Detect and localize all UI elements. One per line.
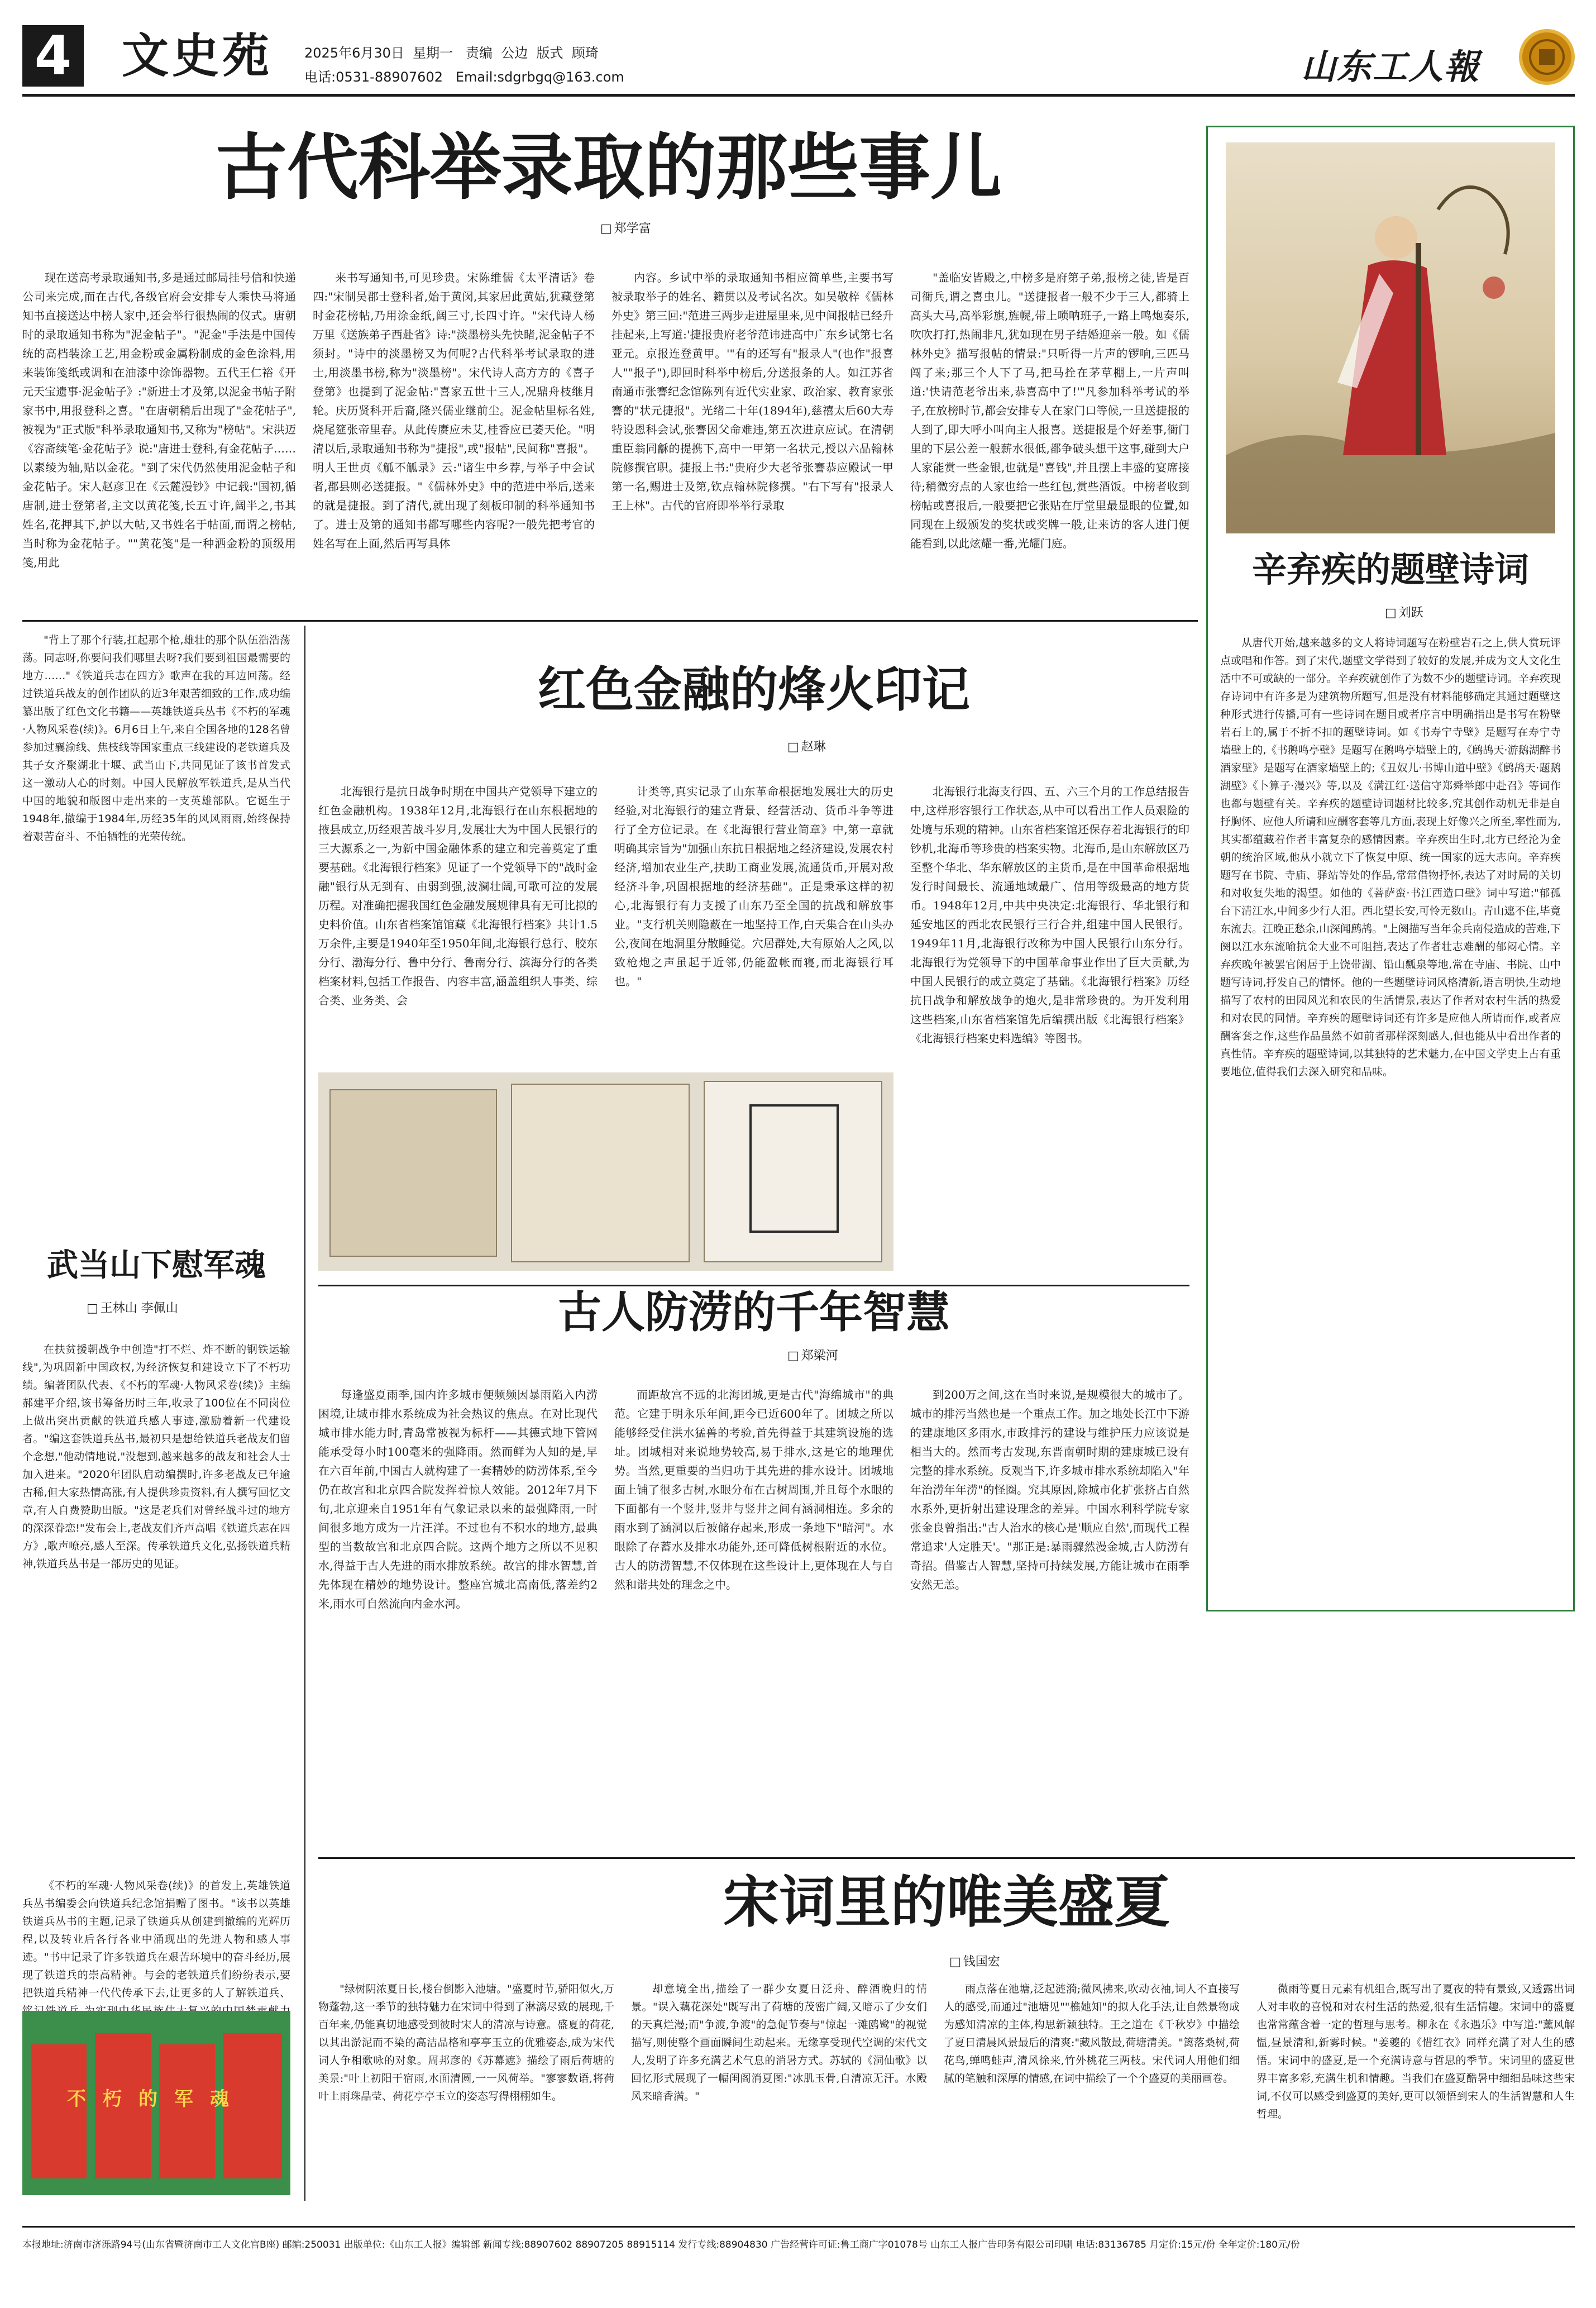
book-photo-label: 不朽的军魂 <box>67 2088 246 2110</box>
footer-rule <box>22 2226 1575 2228</box>
archive-page-left <box>329 1089 497 1257</box>
byline-keju: □ 郑学富 <box>600 219 651 236</box>
headline-keju: 古代科举录取的那些事儿 <box>215 126 1002 209</box>
section-title: 文史苑 <box>122 28 273 83</box>
masthead-rule <box>22 94 1575 97</box>
paper-name-logo: 山东工人報 <box>1301 46 1480 87</box>
byline-junhun: □ 王林山 李佩山 <box>87 1299 178 1316</box>
book-photo-cover-3 <box>159 2044 215 2178</box>
archive-title-block <box>749 1104 839 1233</box>
byline-songci: □ 钱国宏 <box>949 1952 1000 1970</box>
masthead <box>0 0 1596 98</box>
byline-fanglao: □ 郑梁河 <box>787 1346 838 1363</box>
headline-junhun: 武当山下慰军魂 <box>47 1247 266 1284</box>
jinrong-column-3: 北海银行北海支行四、五、六三个月的工作总结报告中,这样形容银行工作状态,从中可以看出工作人员艰险的处境与乐观的精神。山东省档案馆还保存着北海银行的印钞机,北海币等珍贵的档案实物。北海币,是山东解放区乃至整个华北、华东解放区的主货币,是在中国革命根据地发行时间最长、流通地域最广、信用等级最高的地方货币。1948年12月,中共中央决定:北海银行、华北银行和延安地区的西北农民银行三行合并,组建中国人民银行。1949年11月,北海银行改称为中国人民银行山东分行。北海银行为党领导下的中国革命事业作出了巨大贡献,为中国人民银行的成立奠定了基础。《北海银行档案》历经抗日战争和解放战争的炮火,是非常珍贵的。为开发利用这些档案,山东省档案馆先后编撰出版《北海银行档案》《北海银行档案史料选编》等图书。 <box>910 785 1189 1045</box>
book-photo-cover-1 <box>31 2044 87 2178</box>
keju-column-3: 内容。乡试中举的录取通知书相应简单些,主要书写被录取举子的姓名、籍贯以及考试名次。如吴敬梓《儒林外史》第三回:"范进三两步走进屋里来,见中间报帖已经升挂起来,上写道:'捷报贵府老爷范讳进高中广东乡试第七名亚元。京报连登黄甲。'"有的还写有"报录人"(也作"报喜人""报子"),即回时科举中榜后,分送报条的人。如江苏省南通市张謇纪念馆陈列有近代实业家、政治家、教育家张謇的"状元捷报"。光绪二十年(1894年),慈禧太后60大寿特设恩科会试,张謇因父命难违,第五次进京应试。在清朝重臣翁同龢的提携下,高中一甲第一名状元,授以六品翰林院修撰官职。捷报上书:"贵府少大老爷张謇恭应殿试一甲第一名,赐进士及第,钦点翰林院修撰。"右下写有"报录人王上林"。古代的官府即举举行录取 <box>611 271 893 512</box>
footer-imprint: 本报地址:济南市济泺路94号(山东省暨济南市工人文化宫B座) 邮编:250031 出版单位:《山东工人报》编辑部 新闻专线:88907602 88907205 88915114 发行专线:88904830 广告经营许可证:鲁工商广字01078号 山东工人报广告印务有限公司印刷 电话:83136785 月定价:15元/份 全年定价:180元/份 <box>22 2239 1300 2250</box>
headline-fanglao: 古人防涝的千年智慧 <box>557 1287 950 1338</box>
fanglao-column-1: 每逢盛夏雨季,国内许多城市便频频因暴雨陷入内涝困境,让城市排水系统成为社会热议的焦点。在对比现代城市排水能力时,青岛常被视为标杆——其德式地下管网能承受每小时100毫米的强降雨。然而鲜为人知的是,早在六百年前,中国古人就构建了一套精妙的防涝体系,至今仍在故宫和北京四合院发挥着惊人效能。2012年7月下旬,北京迎来自1951年有气象记录以来的最强降雨,一时间很多地方成为一片汪洋。不过也有不积水的地方,最典型的当数故宫和北京四合院。这两个地方之所以不见积水,得益于古人先进的雨水排放系统。故宫的排水智慧,首先体现在精妙的地势设计。整座宫城北高南低,落差约2米,雨水可自然流向内金水河。 <box>318 1388 598 1610</box>
date-line: 2025年6月30日 星期一 责编 公边 版式 顾琦 <box>304 45 599 61</box>
songci-column-3: 雨点落在池塘,泛起涟漪;微风拂来,吹动衣袖,词人不直接写人的感受,而通过"池塘见""樵她知"的拟人化手法,让自然景物成为感知清凉的主体,构思新颖独特。王之道在《千秋岁》中描绘了夏日清晨风景最后的清爽:"藏风散最,荷塘清美。"篱落桑树,荷花鸟,蝉鸣蛙声,清风徐来,竹外桃花三两枝。宋代词人用他们细腻的笔触和深厚的情感,在词中描绘了一个个盛夏的美丽画卷。 <box>944 1983 1240 2085</box>
archive-page-center <box>511 1084 690 1262</box>
keju-column-2: 来书写通知书,可见珍贵。宋陈维儒《太平清话》卷四:"宋制吴郡士登科者,始于黄闵,其家居此黄姑,犹藏登第时金花榜帖,乃用涂金纸,阔三寸,长四寸许。"宋代诗人杨万里《送族弟子西赴省》诗:"淡墨榜头先快睹,泥金帖子不须封。"诗中的淡墨榜又为何呢?古代科举考试录取的进士,用淡墨书榜,称为"淡墨榜"。宋代诗人高方方的《喜子登第》也提到了泥金帖:"喜家五世十三人,况鼎舟枝继月轮。庆历贤科开后裔,隆兴儒业继前尘。泥金帖里标名姓,烧尾筵张帝里春。从此传赓应未艾,桂香应已萎天伦。"明清以后,录取通知书称为"捷报",或"报帖",民间称"喜报"。明人王世贞《觚不觚录》云:"诸生中乡荐,与举子中会试者,郡县则必送捷报。"《儒林外史》中的范进中举后,送来的就是捷报。到了清代,就出现了刻板印制的科举通知书了。进士及第的通知书都写哪些内容呢?一般先把考官的姓名写在上面,然后再写具体 <box>313 271 595 550</box>
junhun-column-2: 在扶贫援朝战争中创造"打不烂、炸不断的钢铁运输线",为巩固新中国政权,为经济恢复和建设立下了不朽功绩。编著团队代表、《不朽的军魂·人物风采卷(续)》主编郝建平介绍,该书筹备历时三年,收录了100位在不同岗位上做出突出贡献的铁道兵感人事迹,激励着新一代建设者。"编这套铁道兵丛书,最初只是想给铁道兵老战友们留个念想,"他动情地说,"没想到,越来越多的战友和社会人士加入进来。"2020年团队启动编撰时,许多老战友已年逾古稀,但大家热情高涨,有人提供珍贵资料,有人撰写回忆文章,有人自费赞助出版。"这是老兵们对曾经战斗过的地方的深深眷恋!"发布会上,老战友们齐声高唱《铁道兵志在四方》,歌声嘹亮,感人至深。传承铁道兵文化,弘扬铁道兵精神,铁道兵丛书是一部历史的见证。 <box>22 1343 290 1570</box>
book-photo <box>22 2011 290 2195</box>
divider-left-column <box>304 626 305 2201</box>
keju-column-1: 现在送高考录取通知书,多是通过邮局挂号信和快递公司来完成,而在古代,各级官府会安排专人乘快马将通知书直接送达中榜人家中,还会举行很热闹的仪式。唐朝时的录取通知书称为"泥金帖子"。"泥金"手法是中国传统的高档装涂工艺,用金粉或金属粉制成的金色涂料,用来装饰笺纸或调和在油漆中涂饰器物。五代王仁裕《开元天宝遗事·泥金帖子》:"新进士才及第,以泥金书帖子附家书中,用报登科之喜。"在唐朝稍后出现了"金花帖子",被视为"正式版"科举录取通知书,又称为"榜帖"。宋洪迈《容斋续笔·金花帖子》说:"唐进士登科,有金花帖子……以素绫为轴,贴以金花。"到了宋代仍然使用泥金帖子和金花帖子。宋人赵彦卫在《云麓漫钞》中记载:"国初,循唐制,进士登第者,主文以黄花笺,长五寸许,阔半之,书其姓名,花押其下,护以大帖,又书姓名于帖面,而谓之榜帖,当时称为金花帖子。""黄花笺"是一种洒金粉的顶级用笺,用此 <box>22 271 296 569</box>
jinrong-column-2: 计类等,真实记录了山东革命根据地发展壮大的历史经验,对北海银行的建立背景、经营活动、货币斗争等进行了全方位记录。在《北海银行营业简章》中,第一章就明确其宗旨为"加强山东抗日根据地之经济建设,发展农村经济,增加农业生产,扶助工商业发展,流通货币,开展对敌经济斗争,巩固根据地的经济基础"。正是秉承这样的初心,北海银行有力支援了山东乃至全国的抗战和解放事业。"支行机关则隐蔽在一地坚持工作,白天集合在山头办公,夜间在地洞里分散睡觉。穴居群处,大有原始人之风,以致枪炮之声虽起于近邻,仍能盈帐而寝,而北海银行耳也。" <box>614 785 893 988</box>
byline-xinqiji: □ 刘跃 <box>1385 603 1423 621</box>
contact-line: 电话:0531-88907602 Email:sdgrbgq@163.com <box>304 69 624 85</box>
archive-photo <box>318 1072 893 1271</box>
jinrong-column-1: 北海银行是抗日战争时期在中国共产党领导下建立的红色金融机构。1938年12月,北海银行在山东根据地的掖县成立,历经艰苦战斗岁月,发展壮大为中国人民银行的三大源系之一,为新中国金融体系的建立和完善奠定了重要基础。《北海银行档案》见证了一个党领导下的"战时金融"银行从无到有、由弱到强,波澜壮阔,可歌可泣的发展历程。对准确把握我国红色金融发展规律具有无可比拟的史料价值。山东省档案馆馆藏《北海银行档案》共计1.5万余件,主要是1940年至1950年间,北海银行总行、胶东分行、渤海分行、鲁中分行、鲁南分行、滨海分行的各类档案材料,包括工作报告、内容丰富,涵盖组织人事类、综合类、业务类、会 <box>318 785 598 1007</box>
fanglao-column-3: 到200万之间,这在当时来说,是规模很大的城市了。城市的排污当然也是一个重点工作。加之地处长江中下游的建康地区多雨水,市政排污的建设与维护压力应该说是相当大的。然而考古发现,东晋南朝时期的建康城已设有完整的排水系统。反观当下,许多城市排水系统却陷入"年年治涝年年涝"的怪圈。究其原因,除城市化扩张挤占自然水系外,更折射出建设理念的差异。中国水利科学院专家张金良曾指出:"古人治水的核心是'顺应自然',而现代工程常追求'人定胜天'。"那正是:暴雨骤然漫金城,古人防涝有奇招。借鉴古人智慧,坚持可持续发展,方能让城市在雨季安然无恙。 <box>910 1388 1189 1591</box>
songci-column-4: 微雨等夏日元素有机组合,既写出了夏夜的特有景致,又透露出词人对丰收的喜悦和对农村生活的热爱,很有生活情趣。宋词中的盛夏也常常蕴含着一定的哲理与思考。柳永在《永遇乐》中写道:"薰风解愠,昼景清和,新雾时候。"姜夔的《惜红衣》同样充满了对人生的感悟。宋词中的盛夏,是一个充满诗意与哲思的季节。宋词里的盛夏世界丰富多彩,充满生机和情趣。当我们在盛夏酷暑中细细品味这些宋词,不仅可以感受到盛夏的美好,更可以领悟到宋人的生活智慧和人生哲理。 <box>1256 1983 1575 2120</box>
xinqiji-painting <box>1226 142 1555 533</box>
archive-page-right <box>704 1081 882 1262</box>
fanglao-column-2: 而距故宫不远的北海团城,更是古代"海绵城市"的典范。它建于明永乐年间,距今已近600年了。团城之所以能够经受住洪水猛兽的考验,首先得益于其建筑设施的选址。团城相对来说地势较高,易于排水,这是它的地理优势。当然,更重要的当归功于其先进的排水设计。团城地面上铺了很多古树,水眼分布在古树周围,并且每个水眼的下面都有一个竖井,竖井与竖井之间有涵洞相连。多余的雨水到了涵洞以后被储存起来,形成一条地下"暗河"。水眼除了存蓄水及排水功能外,还可降低树根附近的水位。古人的防涝智慧,不仅体现在这些设计上,更体现在人与自然和谐共处的理念之中。 <box>614 1388 893 1591</box>
junhun-lead: "背上了那个行装,扛起那个枪,雄壮的那个队伍浩浩荡荡。同志呀,你要问我们哪里去呀?我们要到祖国最需要的地方……"《铁道兵志在四方》歌声在我的耳边回荡。经过铁道兵战友的创作团队的近3年艰苦细致的工作,成功编纂出版了红色文化书籍——英雄铁道兵丛书《不朽的军魂·人物风采卷(续)》。6月6日上午,来自全国各地的128名曾参加过襄渝线、焦枝线等国家重点三线建设的老铁道兵及其子女齐聚湖北十堰、武当山下,共同见证了该书首发式这一激动人心的时刻。中国人民解放军铁道兵,是从当代中国的地貌和版图中走出来的一支英雄部队。它诞生于1948年,撤编于1984年,历经35年的风风雨雨,始终保持着艰苦奋斗、不怕牺牲的光荣传统。 <box>22 634 290 843</box>
divider-under-keju <box>22 620 1198 622</box>
songci-column-2: 却意境全出,描绘了一群少女夏日泛舟、醉酒晚归的情景。"误入藕花深处"既写出了荷塘的茂密广阔,又暗示了少女们的天真烂漫;而"争渡,争渡"的急促节奏与"惊起一滩鸥鹭"的视觉描写,则使整个画面瞬间生动起来。无缘享受现代空调的宋代文人,发明了许多充满艺术气息的消暑方式。苏轼的《洞仙歌》以回忆形式展现了一幅闺阁消夏图:"冰肌玉骨,自清凉无汗。水殿风来暗香满。" <box>631 1983 927 2102</box>
headline-songci: 宋词里的唯美盛夏 <box>723 1869 1170 1935</box>
songci-column-1: "绿树阴浓夏日长,楼台倒影入池塘。"盛夏时节,骄阳似火,万物蓬勃,这一季节的独特魅力在宋词中得到了淋漓尽致的展现,千百年来,仍能真切地感受到彼时宋人的清凉与诗意。盛夏的荷花,以其出淤泥而不染的高洁品格和亭亭玉立的优雅姿态,成为宋代词人争相歌咏的对象。周邦彦的《苏幕遮》描绘了雨后荷塘的美景:"叶上初阳干宿雨,水面清圆,一一风荷举。"寥寥数语,将荷叶上雨珠晶莹、荷花亭亭玉立的姿态写得栩栩如生。 <box>318 1983 614 2102</box>
xinqiji-body: 从唐代开始,越来越多的文人将诗词题写在粉壁岩石之上,供人赏玩评点或唱和作答。到了宋代,题壁文学得到了较好的发展,并成为文人文化生活中不可或缺的一部分。辛弃疾就创作了为数不少的题壁诗词。辛弃疾现存诗词中有许多是为建筑物所题写,但是没有材料能够确定其通过题壁这种形式进行传播,可有一些诗词在题目或者序言中明确指出是书写在粉壁岩石上的,属于不折不扣的题壁诗词。如《书寿宁寺壁》是题写在寿宁寺墙壁上的,《书鹅鸣亭壁》是题写在鹅鸣亭墙壁上的,《鹧鸪天·游鹅湖醉书酒家壁》是题写在酒家墙壁上的;《丑奴儿·书博山道中壁》《鹧鸪天·题鹅湖壁》《卜算子·漫兴》等,以及《满江红·送信守郑舜举郎中赴召》等词作也都与题壁有关。辛弃疾的题壁诗词题材比较多,究其创作动机无非是自抒胸怀、应他人所请和应酬客套等几方面,表现上好像兴之所至,率性而为,其实都蕴藏着作者丰富复杂的感情因素。辛弃疾出生时,北方已经沦为金朝的统治区域,他从小就立下了恢复中原、统一国家的远大志向。辛弃疾题写在书院、寺庙、驿站等处的作品,常常借物抒怀,表达了对时局的关切和对收复失地的渴望。如他的《菩萨蛮·书江西造口壁》词中写道:"郁孤台下清江水,中间多少行人泪。西北望长安,可怜无数山。青山遮不住,毕竟东流去。江晚正愁余,山深闻鹧鸪。"上阕描写当年金兵南侵造成的苦难,下阕以江水东流喻抗金大业不可阻挡,表达了作者壮志难酬的郁闷心情。辛弃疾晚年被罢官闲居于上饶带湖、铅山瓢泉等地,常在寺庙、书院、山中题写诗词,抒发自己的情怀。他的一些题壁诗词风格清新,语言明快,生动地描写了农村的田园风光和农民的生活情景,表达了作者对农村生活的热爱和对农民的同情。辛弃疾的题壁诗词还有许多是应他人所请而作,或者应酬客套之作,这些作品虽然不如前者那样深刻感人,但也能从中看出作者的真性情。辛弃疾的题壁诗词,以其独特的艺术魅力,在中国文学史上占有重要地位,值得我们去深入研究和品味。 <box>1220 637 1561 1078</box>
junhun-column-3: 《不朽的军魂·人物风采卷(续)》的首发上,英雄铁道兵丛书编委会向铁道兵纪念馆捐赠了图书。"该书以英雄铁道兵丛书的主题,记录了铁道兵从创建到撤编的光辉历程,以及转业后各行各业中涌现出的先进人物和感人事迹。"书中记录了许多铁道兵在艰苦环境中的奋斗经历,展现了铁道兵的崇高精神。与会的老铁道兵们纷纷表示,要把铁道兵精神一代代传承下去,让更多的人了解铁道兵、 <box>22 1880 290 1999</box>
divider-under-fanglao <box>318 1857 1575 1859</box>
page-number: 4 <box>22 25 84 87</box>
union-seal-icon <box>1519 29 1575 85</box>
keju-column-4: "盖临安皆殿之,中榜多是府第子弟,报榜之徒,皆是百司衙兵,谓之喜虫儿。"送捷报者一般不少于三人,都骑上高头大马,高举彩旗,旌幌,带上唢呐班子,一路上鸣炮奏乐,吹吹打打,热闹非凡,犹如现在男子结婚迎亲一般。如《儒林外史》描写报帖的情景:"只听得一片声的锣响,三匹马闯了来;那三个人下了马,把马拴在茅草棚上,一片声叫道:'快请范老爷出来,恭喜高中了!'"凡参加科举考试的举子,在放榜时节,都会安排专人在家门口等候,一旦送捷报的人到了,即大呼小叫向主人报喜。送捷报是个好差事,衙门里的下层公差一般薪水很低,都争破头想干这事,碰到大户人家能赏一些金银,也就是"喜钱",并且摆上丰盛的宴席接待;稍微穷点的人家也给一些红包,赏些酒饭。中榜者收到榜帖或喜报后,一般要把它张贴在厅堂里最显眼的位置,如同现在上级颁发的奖状或奖牌一般,让来访的客人进门便能看到,以此炫耀一番,光耀门庭。 <box>910 271 1189 550</box>
byline-jinrong: □ 赵琳 <box>787 737 826 755</box>
headline-jinrong: 红色金融的烽火印记 <box>538 661 970 718</box>
headline-xinqiji: 辛弃疾的题壁诗词 <box>1251 549 1529 590</box>
